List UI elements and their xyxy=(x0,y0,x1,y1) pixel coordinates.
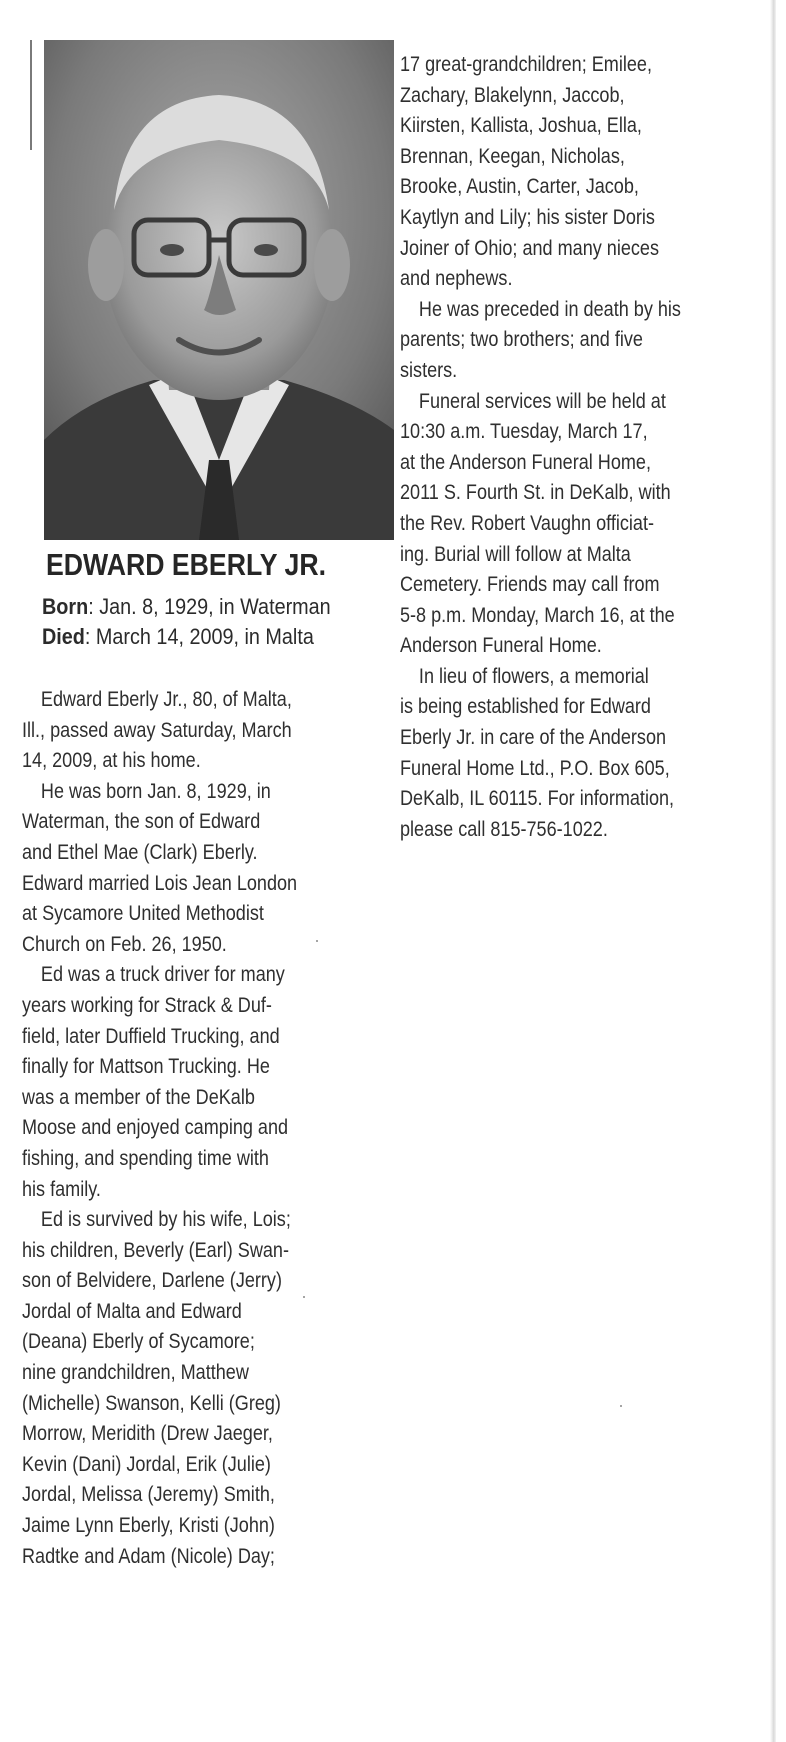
text-line: 2011 S. Fourth St. in DeKalb, with xyxy=(400,481,671,505)
text-line: the Rev. Robert Vaughn officiat- xyxy=(400,511,654,535)
text-line: Edward Eberly Jr., 80, of Malta, xyxy=(40,688,292,711)
text-line: He was born Jan. 8, 1929, in xyxy=(40,779,271,803)
text-line: is being established for Edward xyxy=(400,695,651,719)
text-line: his family. xyxy=(22,1177,101,1201)
text-line: please call 815-756-1022. xyxy=(400,817,608,841)
text-line: parents; two brothers; and five xyxy=(400,328,643,352)
text-line: Funeral Home Ltd., P.O. Box 605, xyxy=(400,756,670,780)
text-line: Jaime Lynn Eberly, Kristi (John) xyxy=(22,1514,275,1538)
text-line: Church on Feb. 26, 1950. xyxy=(22,932,227,956)
text-line: and Ethel Mae (Clark) Eberly. xyxy=(22,840,258,864)
text-line: 14, 2009, at his home. xyxy=(22,749,201,773)
text-line: son of Belvidere, Darlene (Jerry) xyxy=(22,1269,282,1293)
text-line: field, later Duffield Trucking, and xyxy=(22,1024,280,1048)
text-line: 5-8 p.m. Monday, March 16, at the xyxy=(400,603,675,627)
text-line: 17 great-grandchildren; Emilee, xyxy=(400,53,652,76)
obituary-name: EDWARD EBERLY JR. xyxy=(46,547,326,582)
text-line: 10:30 a.m. Tuesday, March 17, xyxy=(400,420,648,444)
born-label: Born xyxy=(42,594,89,619)
text-line: Kaytlyn and Lily; his sister Doris xyxy=(400,205,655,229)
text-line: Ed is survived by his wife, Lois; xyxy=(40,1208,291,1232)
text-line: In lieu of flowers, a memorial xyxy=(418,664,649,688)
column-rule xyxy=(30,40,32,150)
text-line: years working for Strack & Duf- xyxy=(22,993,272,1017)
text-line: Eberly Jr. in care of the Anderson xyxy=(400,726,667,750)
text-line: at Sycamore United Methodist xyxy=(22,902,264,926)
born-text: : Jan. 8, 1929, in Waterman xyxy=(88,594,331,619)
text-line: Joiner of Ohio; and many nieces xyxy=(400,236,660,260)
text-line: sisters. xyxy=(400,358,458,382)
text-line: Funeral services will be held at xyxy=(418,389,666,413)
scan-speck xyxy=(316,940,318,942)
scan-speck xyxy=(620,1405,622,1407)
born-line xyxy=(42,594,331,620)
text-line: Anderson Funeral Home. xyxy=(400,634,602,658)
text-line: finally for Mattson Trucking. He xyxy=(22,1055,270,1079)
text-line: Jordal, Melissa (Jeremy) Smith, xyxy=(22,1483,275,1507)
portrait-photo xyxy=(44,40,394,540)
text-line: and nephews. xyxy=(400,267,513,291)
text-line: was a member of the DeKalb xyxy=(22,1085,255,1109)
obituary-left-column xyxy=(22,685,422,1572)
died-text: : March 14, 2009, in Malta xyxy=(84,624,314,649)
text-line: at the Anderson Funeral Home, xyxy=(400,450,651,474)
text-line: his children, Beverly (Earl) Swan- xyxy=(22,1238,289,1262)
text-line: (Michelle) Swanson, Kelli (Greg) xyxy=(22,1391,281,1415)
text-line: Jordal of Malta and Edward xyxy=(22,1299,242,1323)
text-line: ing. Burial will follow at Malta xyxy=(400,542,631,566)
died-label: Died xyxy=(42,624,85,649)
text-line: Ill., passed away Saturday, March xyxy=(22,718,292,742)
text-line: Kiirsten, Kallista, Joshua, Ella, xyxy=(400,114,642,138)
text-line: Brennan, Keegan, Nicholas, xyxy=(400,144,625,168)
text-line: Cemetery. Friends may call from xyxy=(400,573,660,597)
obituary-right-column xyxy=(400,50,786,845)
text-line: fishing, and spending time with xyxy=(22,1146,269,1170)
text-line: (Deana) Eberly of Sycamore; xyxy=(22,1330,255,1354)
text-line: Moose and enjoyed camping and xyxy=(22,1116,289,1140)
text-line: Radtke and Adam (Nicole) Day; xyxy=(22,1544,275,1568)
text-line: Zachary, Blakelynn, Jaccob, xyxy=(400,83,625,107)
text-line: He was preceded in death by his xyxy=(418,297,681,321)
text-line: DeKalb, IL 60115. For information, xyxy=(400,787,675,811)
died-line xyxy=(42,624,314,650)
scan-speck xyxy=(303,1296,305,1298)
text-line: Kevin (Dani) Jordal, Erik (Julie) xyxy=(22,1452,271,1476)
text-line: Morrow, Meridith (Drew Jaeger, xyxy=(22,1422,273,1446)
text-line: nine grandchildren, Matthew xyxy=(22,1361,249,1385)
text-line: Waterman, the son of Edward xyxy=(22,810,261,834)
text-line: Ed was a truck driver for many xyxy=(40,963,285,987)
text-line: Edward married Lois Jean London xyxy=(22,871,298,895)
text-line: Brooke, Austin, Carter, Jacob, xyxy=(400,175,639,199)
